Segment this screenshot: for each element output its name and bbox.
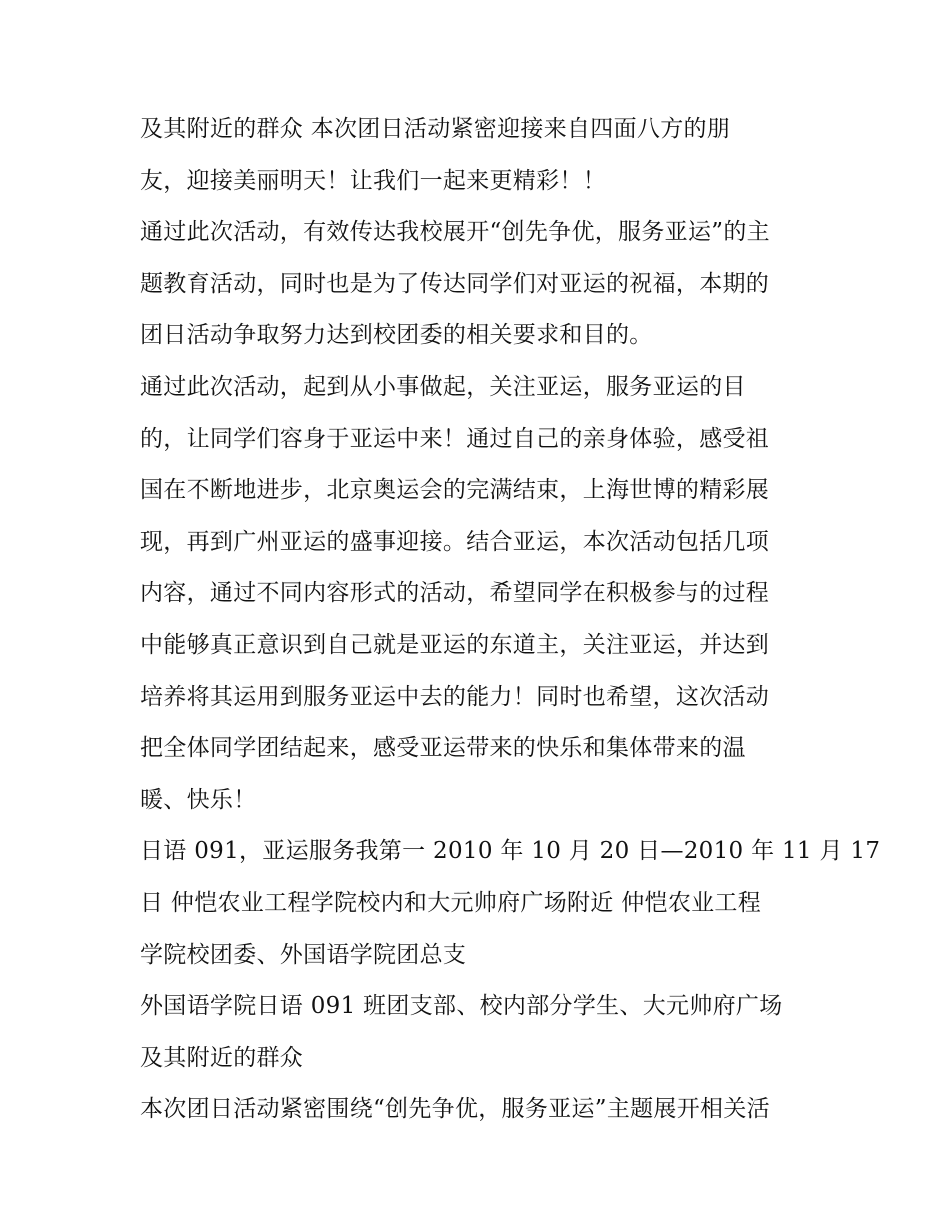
text-line: 通过此次活动，起到从小事做起，关注亚运，服务亚运的目 (140, 373, 746, 400)
text-line: 友，迎接美丽明天！让我们一起来更精彩！！ (140, 167, 606, 194)
text-line: 的，让同学们容身于亚运中来！通过自己的亲身体验，感受祖 (140, 425, 770, 452)
text-line: 中能够真正意识到自己就是亚运的东道主，关注亚运，并达到 (140, 631, 770, 658)
text-line: 暖、快乐！ (140, 786, 257, 813)
text-line: 现，再到广州亚运的盛事迎接。结合亚运，本次活动包括几项 (140, 528, 770, 555)
text-line: 题教育活动，同时也是为了传达同学们对亚运的祝福，本期的 (140, 270, 770, 297)
text-line: 日 仲恺农业工程学院校内和大元帅府广场附近 仲恺农业工程 (140, 889, 762, 916)
text-line: 及其附近的群众 (140, 1044, 304, 1071)
text-line: 外国语学院日语 091 班团支部、校内部分学生、大元帅府广场 (140, 993, 783, 1020)
text-line: 内容，通过不同内容形式的活动，希望同学在积极参与的过程 (140, 580, 770, 607)
document-body (140, 104, 881, 1136)
text-line: 学院校团委、外国语学院团总支 (140, 941, 467, 968)
text-line: 通过此次活动，有效传达我校展开“创先争优，服务亚运”的主 (140, 219, 770, 246)
text-line: 国在不断地进步，北京奥运会的完满结束，上海世博的精彩展 (140, 477, 770, 504)
text-line: 培养将其运用到服务亚运中去的能力！同时也希望，这次活动 (140, 683, 770, 710)
text-line: 把全体同学团结起来，感受亚运带来的快乐和集体带来的温 (140, 735, 746, 762)
text-line: 本次团日活动紧密围绕“创先争优，服务亚运”主题展开相关活 (140, 1096, 770, 1123)
text-line: 日语 091，亚运服务我第一 2010 年 10 月 20 日—2010 年 11 月 17 (140, 838, 881, 865)
text-line: 及其附近的群众 本次团日活动紧密迎接来自四面八方的朋 (140, 116, 731, 142)
text-line: 团日活动争取努力达到校团委的相关要求和目的。 (140, 322, 653, 349)
